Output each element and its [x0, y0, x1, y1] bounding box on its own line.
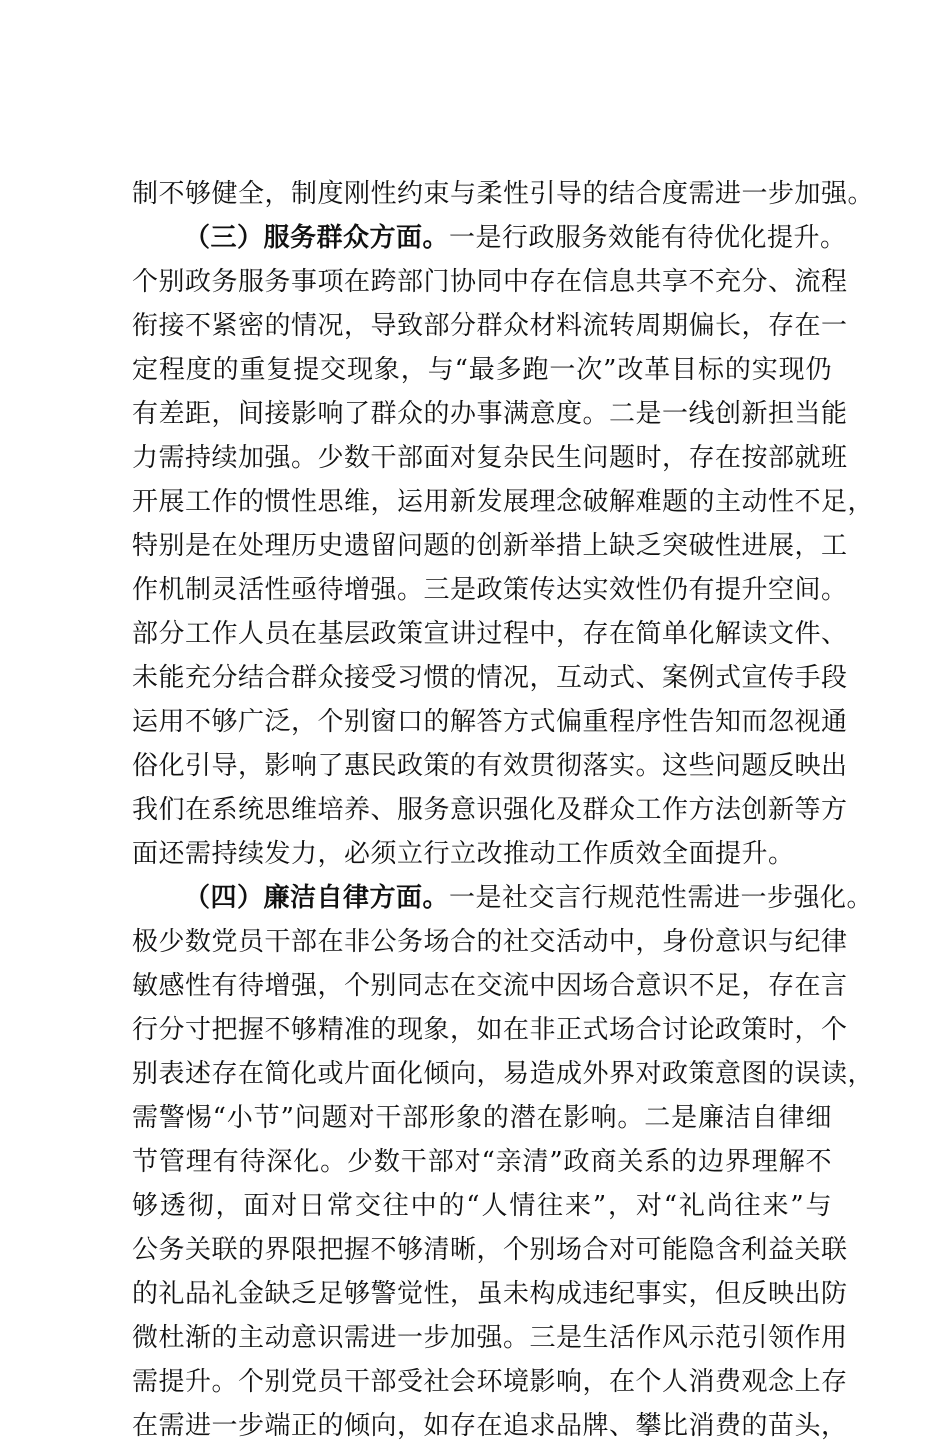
section-heading: （四）廉洁自律方面。	[184, 883, 450, 913]
text-line	[132, 348, 832, 392]
text-line	[132, 392, 848, 436]
body-text: 定程度的重复提交现象，与“最多跑一次”改革目标的实现仍	[132, 355, 832, 385]
text-line	[132, 1360, 848, 1404]
text-line	[132, 1008, 848, 1052]
text-line	[132, 700, 848, 744]
body-text: 微杜渐的主动意识需进一步加强。三是生活作风示范引领作用	[132, 1323, 848, 1353]
text-line	[132, 524, 848, 568]
section-heading: （三）服务群众方面。	[184, 223, 450, 253]
body-text: 特别是在处理历史遗留问题的创新举措上缺乏突破性进展，工	[132, 531, 848, 561]
body-text: 俗化引导，影响了惠民政策的有效贯彻落实。这些问题反映出	[132, 751, 848, 781]
body-text: 公务关联的界限把握不够清晰，个别场合对可能隐含利益关联	[132, 1235, 848, 1265]
text-line	[132, 568, 848, 612]
body-text: 需警惕“小节”问题对干部形象的潜在影响。二是廉洁自律细	[132, 1103, 832, 1133]
text-line	[132, 656, 848, 700]
body-text: 作机制灵活性亟待增强。三是政策传达实效性仍有提升空间。	[132, 575, 848, 605]
body-text: 的礼品礼金缺乏足够警觉性，虽未构成违纪事实，但反映出防	[132, 1279, 848, 1309]
text-line	[132, 1052, 875, 1096]
body-text: 在需进一步端正的倾向，如存在追求品牌、攀比消费的苗头，	[132, 1411, 848, 1441]
body-text: 衔接不紧密的情况，导致部分群众材料流转周期偏长，存在一	[132, 311, 848, 341]
body-text: 运用不够广泛，个别窗口的解答方式偏重程序性告知而忽视通	[132, 707, 848, 737]
text-line	[132, 1140, 832, 1184]
text-line	[132, 172, 875, 216]
body-text: 敏感性有待增强，个别同志在交流中因场合意识不足，存在言	[132, 971, 848, 1001]
body-text: 一是行政服务效能有待优化提升。	[449, 223, 847, 253]
body-text: 行分寸把握不够精准的现象，如在非正式场合讨论政策时，个	[132, 1015, 848, 1045]
text-line	[132, 480, 875, 524]
text-line	[132, 304, 848, 348]
body-text: 有差距，间接影响了群众的办事满意度。二是一线创新担当能	[132, 399, 848, 429]
body-text: 够透彻，面对日常交往中的“人情往来”，对“礼尚往来”与	[132, 1191, 832, 1221]
body-text: 别表述存在简化或片面化倾向，易造成外界对政策意图的误读，	[132, 1059, 875, 1089]
body-text: 未能充分结合群众接受习惯的情况，互动式、案例式宣传手段	[132, 663, 848, 693]
text-line	[132, 260, 848, 304]
body-text: 开展工作的惯性思维，运用新发展理念破解难题的主动性不足，	[132, 487, 875, 517]
body-text: 面还需持续发力，必须立行立改推动工作质效全面提升。	[132, 839, 795, 869]
text-line	[132, 788, 848, 832]
body-text: 我们在系统思维培养、服务意识强化及群众工作方法创新等方	[132, 795, 848, 825]
text-line	[132, 920, 848, 964]
text-line	[132, 1096, 832, 1140]
body-text: 一是社交言行规范性需进一步强化。	[449, 883, 874, 913]
text-line	[132, 1316, 848, 1360]
text-line	[132, 1272, 848, 1316]
text-line	[132, 436, 848, 480]
text-line	[132, 876, 874, 920]
body-text: 个别政务服务事项在跨部门协同中存在信息共享不充分、流程	[132, 267, 848, 297]
text-line	[132, 216, 847, 260]
text-line	[132, 1404, 848, 1448]
document-body	[132, 172, 875, 1448]
text-line	[132, 1228, 848, 1272]
text-line	[132, 1184, 832, 1228]
body-text: 力需持续加强。少数干部面对复杂民生问题时，存在按部就班	[132, 443, 848, 473]
text-line	[132, 964, 848, 1008]
body-text: 需提升。个别党员干部受社会环境影响，在个人消费观念上存	[132, 1367, 848, 1397]
body-text: 节管理有待深化。少数干部对“亲清”政商关系的边界理解不	[132, 1147, 832, 1177]
text-line	[132, 612, 848, 656]
text-line	[132, 832, 832, 876]
body-text: 极少数党员干部在非公务场合的社交活动中，身份意识与纪律	[132, 927, 848, 957]
text-line	[132, 744, 848, 788]
body-text: 制不够健全，制度刚性约束与柔性引导的结合度需进一步加强。	[132, 179, 875, 209]
body-text: 部分工作人员在基层政策宣讲过程中，存在简单化解读文件、	[132, 619, 848, 649]
